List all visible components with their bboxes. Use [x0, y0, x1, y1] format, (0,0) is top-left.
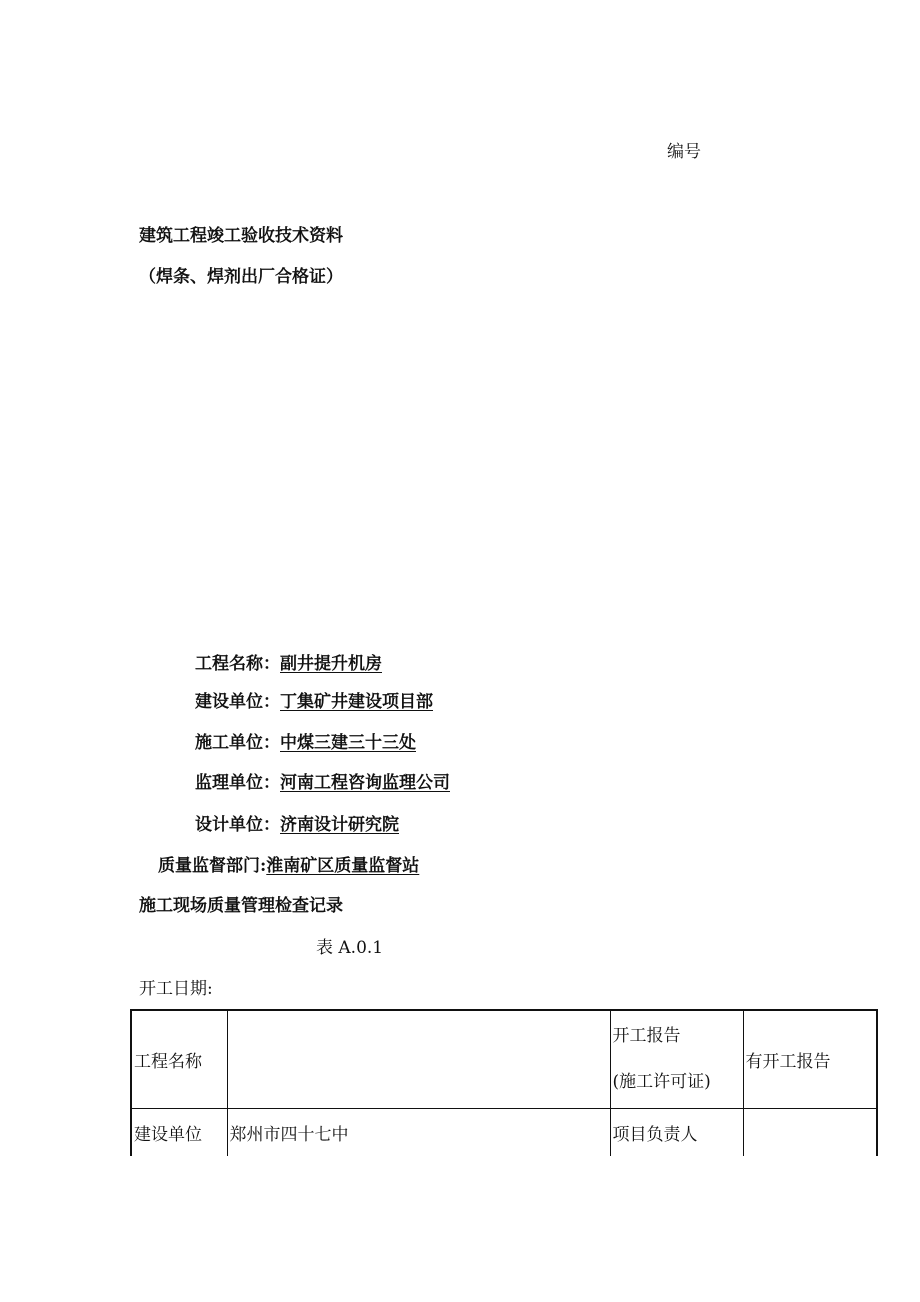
- table-cell: 郑州市四十七中: [227, 1108, 610, 1156]
- serial-number-label: 编号: [667, 142, 701, 162]
- table-row: [131, 1010, 877, 1108]
- designer-label: 设计单位：: [195, 815, 280, 835]
- supervisor-value: 河南工程咨询监理公司: [280, 773, 450, 793]
- document-title: 建筑工程竣工验收技术资料: [139, 226, 343, 246]
- project-name-line: [195, 649, 382, 674]
- record-title: 施工现场质量管理检查记录: [139, 896, 343, 916]
- table-cell: 项目负责人: [610, 1108, 743, 1156]
- supervisor-label: 监理单位：: [195, 773, 280, 793]
- project-name-value: 副井提升机房: [280, 654, 382, 674]
- table-cell: 工程名称: [131, 1010, 227, 1108]
- table-number: 表 A.0.1: [316, 938, 384, 958]
- table-cell: 建设单位: [131, 1108, 227, 1156]
- quality-check-table: [130, 1009, 878, 1156]
- contractor-line: [195, 728, 416, 753]
- project-name-label: 工程名称：: [195, 654, 280, 674]
- table-cell: 有开工报告: [743, 1010, 877, 1108]
- contractor-label: 施工单位：: [195, 733, 280, 753]
- table-cell: [743, 1108, 877, 1156]
- designer-value: 济南设计研究院: [280, 815, 399, 835]
- table-row: [131, 1108, 877, 1156]
- contractor-value: 中煤三建三十三处: [280, 733, 416, 753]
- table-cell: [227, 1010, 610, 1108]
- quality-dept-value: 淮南矿区质量监督站: [266, 856, 420, 876]
- supervisor-line: [195, 768, 450, 793]
- owner-value: 丁集矿井建设项目部: [280, 692, 433, 712]
- start-date-label: 开工日期:: [139, 979, 213, 999]
- table-cell: [610, 1010, 743, 1108]
- quality-dept-label: 质量监督部门:: [158, 856, 267, 876]
- cell-line: 开工报告: [612, 1026, 681, 1047]
- document-subtitle: （焊条、焊剂出厂合格证）: [139, 267, 343, 287]
- owner-line: [195, 687, 433, 712]
- designer-line: [195, 810, 399, 835]
- quality-dept-line: [158, 851, 419, 876]
- owner-label: 建设单位：: [195, 692, 280, 712]
- cell-line: (施工许可证): [612, 1072, 711, 1093]
